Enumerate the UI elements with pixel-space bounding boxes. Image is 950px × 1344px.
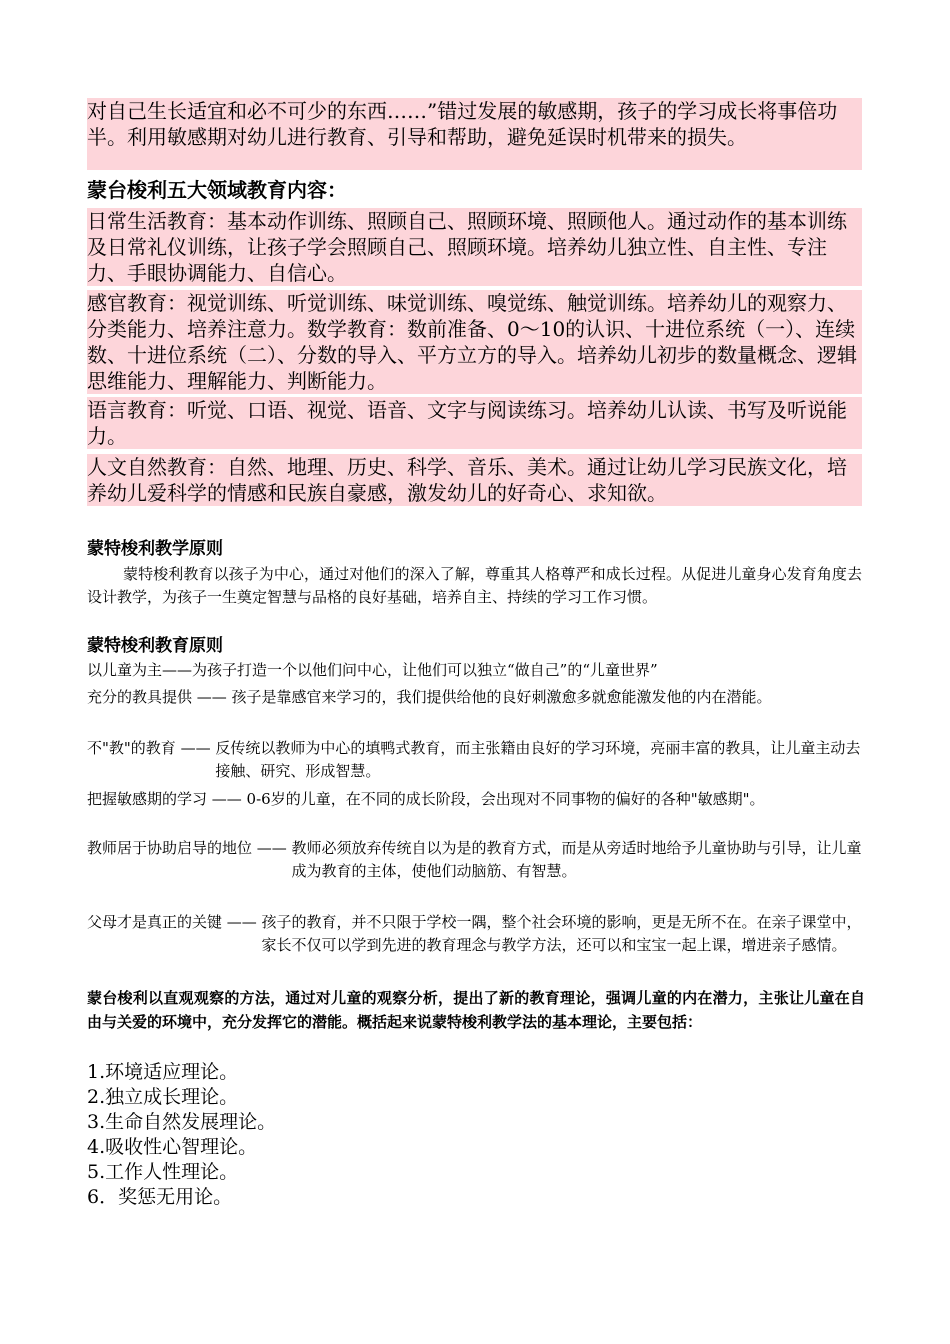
principle-label: 充分的教具提供 —— [87, 688, 232, 706]
list-item: 5.工作人性理论。 [87, 1161, 239, 1183]
list-item: 6．奖惩无用论。 [87, 1186, 233, 1208]
principle-label: 教师居于协助启导的地位 —— [87, 839, 292, 857]
daily-life-paragraph: 日常生活教育：基本动作训练、照顾自己、照顾环境、照顾他人。通过动作的基本训练及日常礼仪训练，让孩子学会照顾自己、照顾环境。培养幼儿独立性、自主性、专注力、手眼协调能力、自信心。 [87, 209, 847, 285]
principle-label: 不"教"的教育 —— [87, 739, 216, 757]
five-areas-heading: 蒙台梭利五大领域教育内容： [87, 178, 347, 202]
pink-highlight-humanity [87, 454, 862, 506]
list-item: 2.独立成长理论。 [87, 1086, 239, 1108]
list-item: 1.环境适应理论。 [87, 1061, 239, 1083]
list-item: 3.生命自然发展理论。 [87, 1111, 277, 1133]
intro-paragraph: 对自己生长适宜和必不可少的东西……”错过发展的敏感期，孩子的学习成长将事倍功半。利用敏感期对幼儿进行教育、引导和帮助，避免延误时机带来的损失。 [87, 99, 838, 149]
principle-item [87, 788, 867, 811]
education-principle-title: 蒙特梭利教育原则 [87, 636, 223, 656]
list-item: 4.吸收性心智理论。 [87, 1136, 258, 1158]
pink-highlight-language [87, 397, 862, 449]
principle-text: 孩子的教育，并不只限于学校一隅，整个社会环境的影响，更是无所不在。在亲子课堂中，家长不仅可以学到先进的教育理念与教学方法，还可以和宝宝一起上课，增进亲子感情。 [261, 913, 862, 954]
principle-item [87, 911, 867, 957]
principle-text: 教师必须放弃传统自以为是的教育方式，而是从旁适时地给予儿童协助与引导，让儿童成为教育的主体，使他们动脑筋、有智慧。 [291, 839, 862, 880]
principle-item [87, 686, 867, 709]
principle-child-centered-text: 以儿童为主——为孩子打造一个以他们问中心，让他们可以独立“做自己”的“儿童世界” [87, 661, 658, 679]
pink-highlight-daily [87, 208, 862, 286]
principle-text: 反传统以教师为中心的填鸭式教育，而主张籍由良好的学习环境，亮丽丰富的教具，让儿童主动去接触、研究、形成智慧。 [215, 739, 861, 780]
principle-label: 父母才是真正的关键 —— [87, 913, 262, 931]
principle-item [87, 737, 867, 783]
pink-highlight-intro [87, 98, 862, 170]
principle-text: 孩子是靠感官来学习的，我们提供给他的良好刺激愈多就愈能激发他的内在潜能。 [231, 688, 772, 706]
principle-label: 把握敏感期的学习 —— [87, 790, 247, 808]
pink-highlight-sensory [87, 290, 862, 394]
principle-item [87, 837, 867, 883]
principle-child-centered [87, 659, 867, 682]
teaching-principle-title: 蒙特梭利教学原则 [87, 539, 223, 559]
language-paragraph: 语言教育：听觉、口语、视觉、语音、文字与阅读练习。培养幼儿认读、书写及听说能力。 [87, 398, 847, 448]
principle-text: 0-6岁的儿童，在不同的成长阶段，会出现对不同事物的偏好的各种"敏感期"。 [246, 790, 765, 808]
sensory-math-paragraph: 感官教育：视觉训练、听觉训练、味觉训练、嗅觉练、触觉训练。培养幼儿的观察力、分类能力、培养注意力。数学教育：数前准备、0～10的认识、十进位系统（一）、连续数、十进位系统（二）、分数的导入、平方立方的导入。培养幼儿初步的数量概念、逻辑思维能力、理解能力、判断能力。 [87, 291, 857, 393]
theory-intro: 蒙台梭利以直观观察的方法，通过对儿童的观察分析，提出了新的教育理论，强调儿童的内在潜力，主张让儿童在自由与关爱的环境中，充分发挥它的潜能。概括起来说蒙特梭利教学法的基本理论，主要包括： [87, 989, 865, 1031]
teaching-principle-body: 蒙特梭利教育以孩子为中心，通过对他们的深入了解，尊重其人格尊严和成长过程。从促进儿童身心发育角度去设计教学，为孩子一生奠定智慧与品格的良好基础，培养自主、持续的学习工作习惯。 [87, 565, 862, 606]
humanity-nature-paragraph: 人文自然教育：自然、地理、历史、科学、音乐、美术。通过让幼儿学习民族文化，培养幼儿爱科学的情感和民族自豪感，激发幼儿的好奇心、求知欲。 [87, 455, 847, 505]
theory-list [87, 1060, 276, 1210]
